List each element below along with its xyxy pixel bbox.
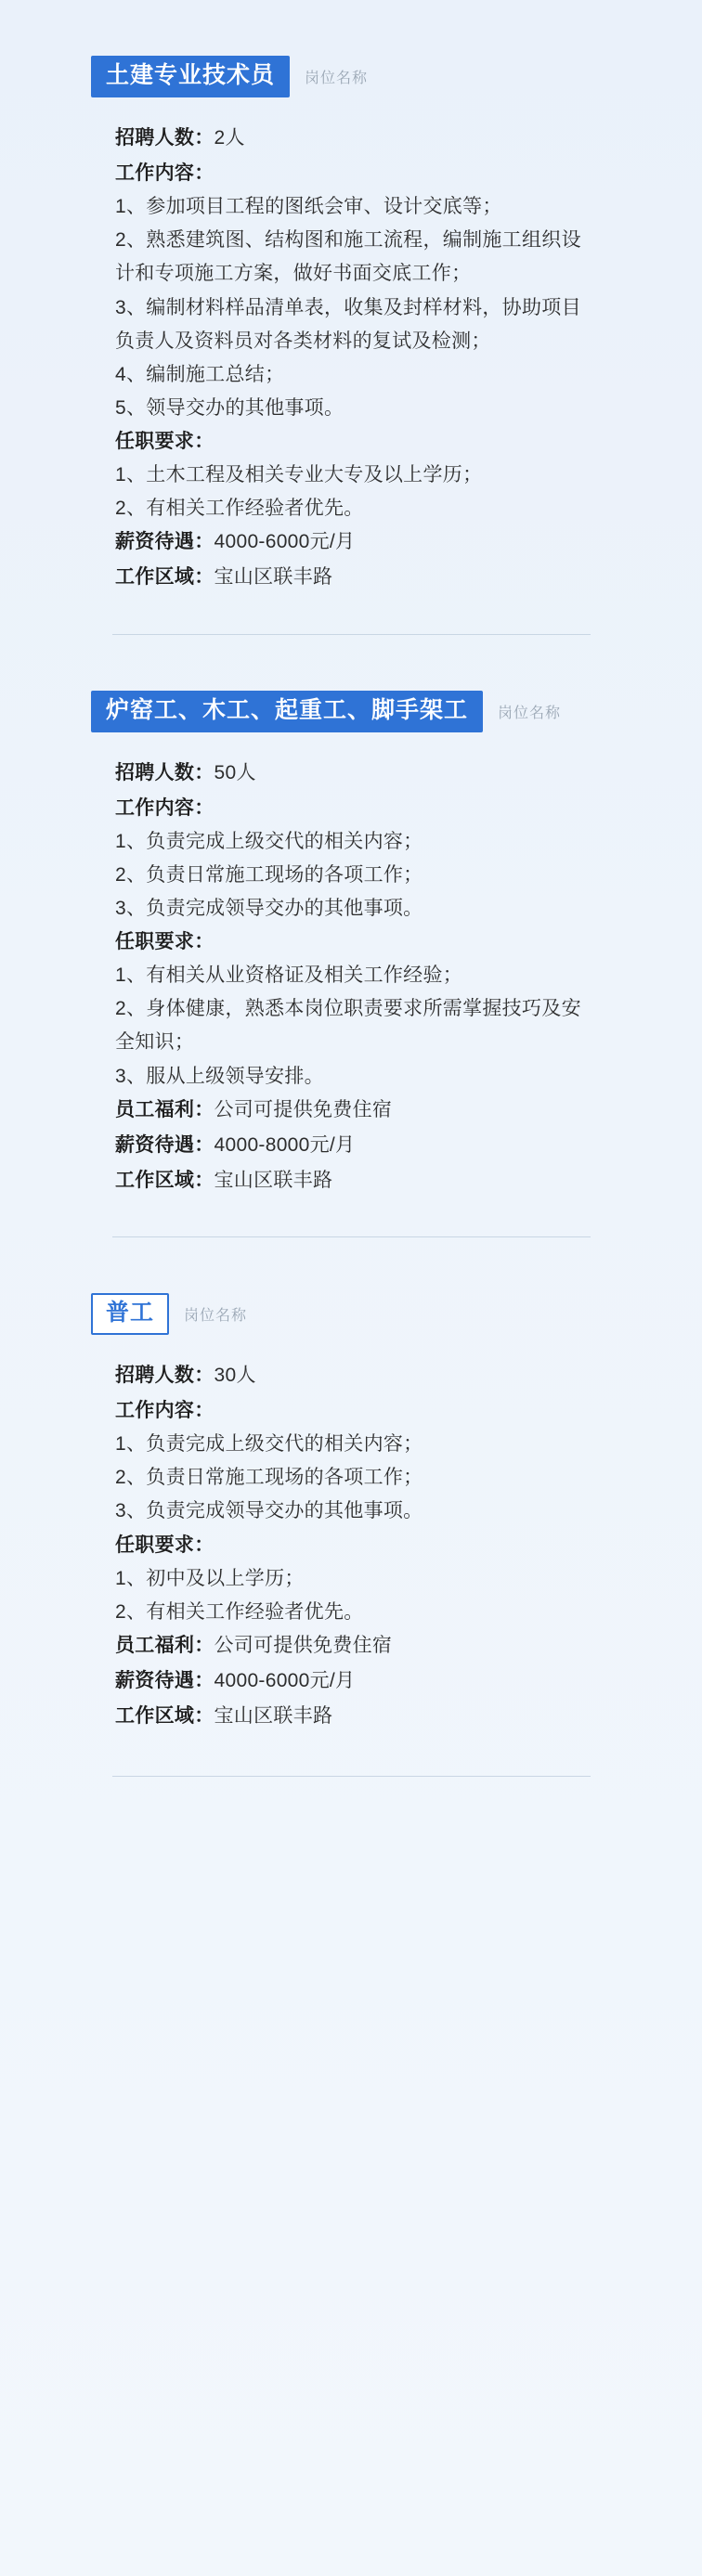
duty-item: 3、负责完成领导交办的其他事项。	[115, 897, 423, 919]
area-row-2	[115, 1164, 598, 1197]
headcount-value-2: 50人	[214, 761, 256, 783]
welfare-label-2: 员工福利：	[115, 1098, 214, 1120]
salary-label-2: 薪资待遇：	[115, 1133, 214, 1156]
salary-value-3: 4000-6000元/月	[214, 1669, 356, 1691]
area-value-3: 宝山区联丰路	[214, 1705, 333, 1728]
headcount-value-1: 2人	[214, 127, 245, 149]
duty-item: 1、负责完成上级交代的相关内容；	[115, 1433, 423, 1456]
job-card-3	[63, 1271, 639, 1733]
job-card-1	[63, 33, 639, 595]
headcount-row-3	[115, 1359, 598, 1392]
requirements-heading-1: 任职要求：	[115, 430, 214, 452]
duties-heading-2: 工作内容：	[115, 796, 214, 819]
duty-item: 4、编制施工总结；	[115, 363, 285, 385]
headcount-label-3: 招聘人数：	[115, 1364, 214, 1386]
job-body-3	[63, 1335, 639, 1733]
salary-value-1: 4000-6000元/月	[214, 531, 356, 553]
headcount-row-1	[115, 122, 598, 155]
job-title-3: 普工	[91, 1293, 169, 1335]
job-title-tag-2: 岗位名称	[498, 705, 562, 721]
salary-value-2: 4000-8000元/月	[214, 1133, 356, 1156]
divider-line	[112, 1236, 591, 1237]
welfare-value-3: 公司可提供免费住宿	[214, 1634, 393, 1656]
area-value-2: 宝山区联丰路	[214, 1169, 333, 1191]
duties-heading-3: 工作内容：	[115, 1400, 214, 1422]
salary-row-1	[115, 525, 598, 559]
duties-heading-1: 工作内容：	[115, 162, 214, 185]
salary-label-3: 薪资待遇：	[115, 1669, 214, 1691]
welfare-row-2	[115, 1094, 598, 1127]
section-divider	[63, 597, 639, 668]
headcount-value-3: 30人	[214, 1364, 256, 1386]
duty-item: 3、负责完成领导交办的其他事项。	[115, 1500, 423, 1522]
duty-item: 2、负责日常施工现场的各项工作；	[115, 863, 423, 886]
salary-label-1: 薪资待遇：	[115, 531, 214, 553]
salary-row-2	[115, 1129, 598, 1162]
job-title-tag-3: 岗位名称	[184, 1307, 248, 1324]
job-title-2: 炉窑工、木工、起重工、脚手架工	[91, 691, 483, 732]
job-body-2	[63, 732, 639, 1197]
area-label-3: 工作区域：	[115, 1705, 214, 1728]
area-value-1: 宝山区联丰路	[214, 566, 333, 589]
requirements-heading-2: 任职要求：	[115, 931, 214, 953]
section-divider	[63, 1735, 639, 1777]
headcount-label-2: 招聘人数：	[115, 761, 214, 783]
requirement-item: 1、有相关从业资格证及相关工作经验；	[115, 964, 463, 987]
welfare-label-3: 员工福利：	[115, 1634, 214, 1656]
area-label-1: 工作区域：	[115, 566, 214, 589]
duty-item: 3、编制材料样品清单表，收集及封样材料，协助项目负责人及资料员对各类材料的复试及检测；	[115, 296, 581, 352]
salary-row-3	[115, 1664, 598, 1698]
area-row-3	[115, 1700, 598, 1733]
section-divider	[63, 1199, 639, 1271]
divider-line	[112, 634, 591, 635]
area-label-2: 工作区域：	[115, 1169, 214, 1191]
requirement-item: 3、服从上级领导安排。	[115, 1065, 324, 1087]
job-body-1	[63, 97, 639, 595]
job-title-row-1	[63, 33, 639, 97]
job-title-row-2	[63, 668, 639, 732]
requirement-item: 2、有相关工作经验者优先。	[115, 498, 364, 520]
job-title-1: 土建专业技术员	[91, 56, 290, 97]
headcount-label-1: 招聘人数：	[115, 127, 214, 149]
requirement-item: 1、初中及以上学历；	[115, 1567, 305, 1589]
job-title-tag-1: 岗位名称	[305, 71, 369, 86]
welfare-value-2: 公司可提供免费住宿	[214, 1098, 393, 1120]
area-row-1	[115, 561, 598, 594]
duty-item: 1、参加项目工程的图纸会审、设计交底等；	[115, 196, 502, 218]
duty-item: 2、熟悉建筑图、结构图和施工流程，编制施工组织设计和专项施工方案，做好书面交底工作；	[115, 229, 581, 285]
job-list	[63, 33, 639, 1777]
headcount-row-2	[115, 757, 598, 790]
requirement-item: 1、土木工程及相关专业大专及以上学历；	[115, 464, 483, 486]
job-card-2	[63, 668, 639, 1197]
duty-item: 1、负责完成上级交代的相关内容；	[115, 830, 423, 852]
requirement-item: 2、身体健康，熟悉本岗位职责要求所需掌握技巧及安全知识；	[115, 998, 581, 1054]
welfare-row-3	[115, 1629, 598, 1663]
divider-line	[112, 1776, 591, 1777]
duty-item: 2、负责日常施工现场的各项工作；	[115, 1467, 423, 1489]
duty-item: 5、领导交办的其他事项。	[115, 396, 344, 419]
requirement-item: 2、有相关工作经验者优先。	[115, 1600, 364, 1623]
job-title-row-3	[63, 1271, 639, 1335]
requirements-heading-3: 任职要求：	[115, 1534, 214, 1556]
